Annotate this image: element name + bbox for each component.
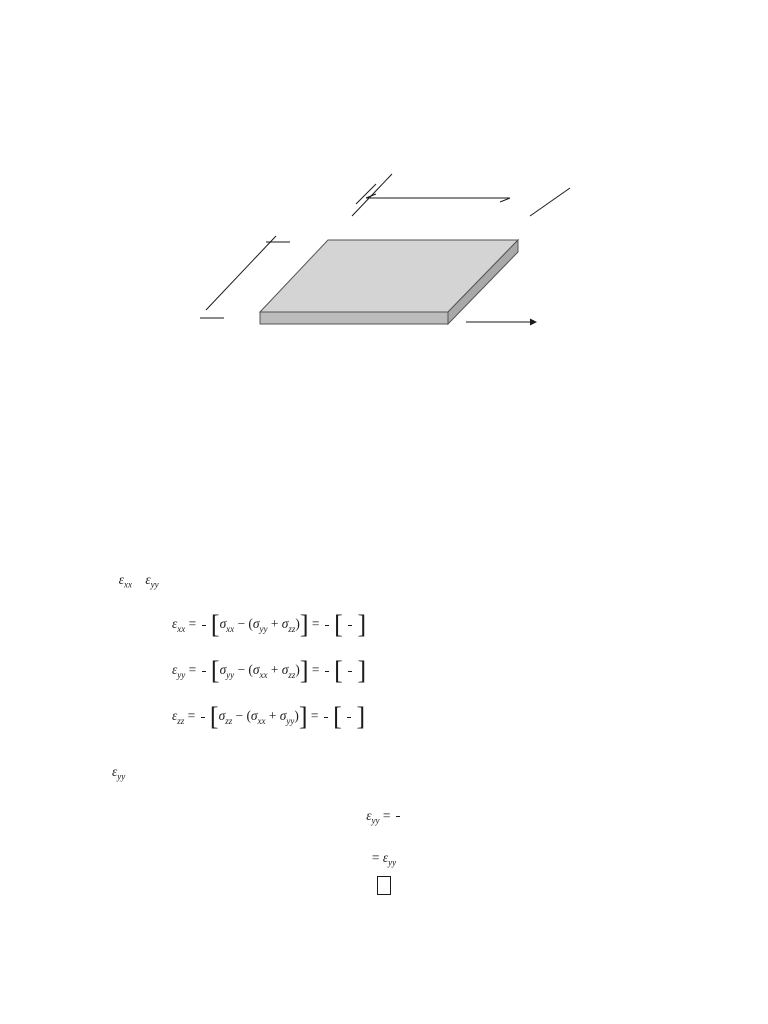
delta-formula: = $\varepsilon_{yy}$ — [371, 850, 397, 868]
strain-yy-equation: $\varepsilon_{yy}$ = $[\sigma_{yy} - (\sigma_{xx} + \sigma_{zz})]$ = [ ] — [172, 656, 367, 685]
strain-xx-equation: $\varepsilon_{xx}$ = $[\sigma_{xx} - (\sigma_{yy} + \sigma_{zz})]$ = [ ] — [172, 610, 367, 639]
dimension-b-line — [206, 236, 276, 310]
constitutive-text: $\varepsilon_{xx}$ $\varepsilon_{yy}$ — [118, 572, 159, 590]
strain-definition: $\varepsilon_{yy}$ = — [0, 808, 768, 826]
plate-front-face — [260, 312, 448, 324]
plate-top-face — [260, 240, 518, 312]
plate-figure — [180, 160, 600, 390]
given-strain-text: $\varepsilon_{yy}$ — [112, 764, 126, 782]
strain-zz-equation: $\varepsilon_{zz}$ = $[\sigma_{zz} - (\sigma_{xx} + \sigma_{yy})]$ = [ ] — [172, 702, 366, 731]
boxed-answer — [377, 876, 391, 895]
delta-result — [0, 878, 768, 896]
